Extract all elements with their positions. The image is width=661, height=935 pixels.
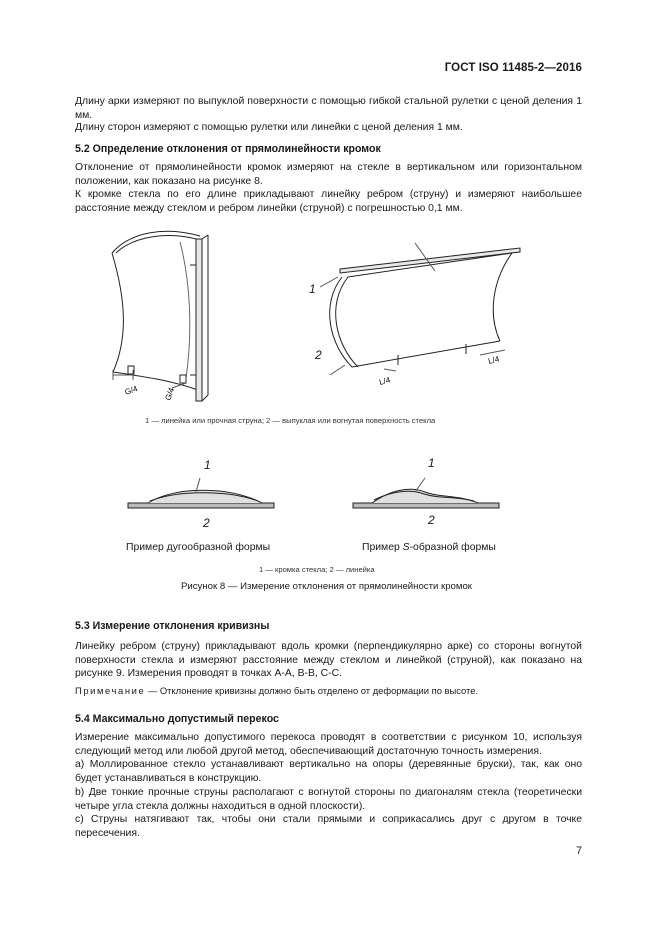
section-5-4-item-c: с) Струны натягивают так, чтобы они стали прямыми и соприкасались друг с другом в точке пересечения. bbox=[75, 814, 582, 839]
callout-1-arc: 1 bbox=[204, 458, 211, 472]
callout-1-s: 1 bbox=[428, 456, 435, 470]
left-dim-g1: G/4 bbox=[123, 384, 139, 397]
right-glass-drawing bbox=[320, 243, 520, 375]
intro-paragraph-2: Длину сторон измеряют с помощью рулетки или линейки с ценой деления 1 мм. bbox=[75, 122, 463, 133]
section-5-4-item-b: b) Две тонкие прочные струны располагают с вогнутой стороны по диагоналям стекла (теоретически четыре угла стекла должны находиться в одной плоскости). bbox=[75, 787, 582, 812]
example-s-label: Пример S-образной формы bbox=[362, 542, 496, 553]
section-5-4-title: 5.4 Максимально допустимый перекос bbox=[75, 713, 279, 725]
s-shape-example bbox=[353, 478, 499, 508]
legend-bottom: 1 — кромка стекла; 2 — линейка bbox=[259, 565, 375, 574]
figure-8-top-drawings bbox=[0, 225, 661, 425]
callout-2-s: 2 bbox=[428, 513, 435, 527]
section-5-3-note: Примечание — Отклонение кривизны должно быть отделено от деформации по высоте. bbox=[75, 685, 479, 696]
right-dim-l2: L/4 bbox=[487, 354, 501, 366]
figure-8-bottom-drawings bbox=[0, 470, 661, 520]
example-arc-label: Пример дугообразной формы bbox=[126, 542, 271, 553]
left-glass-drawing bbox=[112, 231, 208, 401]
standard-header: ГОСТ ISO 11485-2—2016 bbox=[444, 62, 582, 74]
section-5-2-paragraph-2: К кромке стекла по его длине прикладывают линейку ребром (струну) и измеряют наибольшее расстояние между стеклом и ребром линейки (струной) с погрешностью 0,1 мм. bbox=[75, 189, 582, 214]
left-dim-g2: G/4 bbox=[163, 386, 177, 402]
section-5-4-item-a: а) Моллированное стекло устанавливают вертикально на опоры (деревянные бруски), так, как оно будет устанавливаться в конструкцию. bbox=[75, 759, 582, 784]
legend-top: 1 — линейка или прочная струна; 2 — выпуклая или вогнутая поверхность стекла bbox=[145, 416, 436, 425]
arc-example bbox=[128, 478, 274, 508]
section-5-2-paragraph-1: Отклонение от прямолинейности кромок измеряют на стекле в вертикальном или горизонтальном положении, как показано на рисунке 8. bbox=[75, 162, 582, 187]
page-number: 7 bbox=[576, 845, 582, 857]
right-dim-l1: L/4 bbox=[378, 375, 392, 387]
intro-paragraph-1: Длину арки измеряют по выпуклой поверхности с помощью гибкой стальной рулетки с ценой деления 1 мм. bbox=[75, 96, 582, 121]
section-5-3-paragraph-1: Линейку ребром (струну) прикладывают вдоль кромки (перпендикулярно арке) со стороны вогнутой поверхности стекла и измеряют расстояние между стеклом и линейкой (струной), как показано на рисунке 9. Измерения проводят в точках А-А, В-В, С-С. bbox=[75, 641, 582, 679]
callout-2-arc: 2 bbox=[203, 516, 210, 530]
callout-1-top: 1 bbox=[309, 282, 316, 296]
callout-2-top: 2 bbox=[315, 348, 322, 362]
section-5-3-title: 5.3 Измерение отклонения кривизны bbox=[75, 620, 270, 632]
figure-8-caption: Рисунок 8 — Измерение отклонения от прямолинейности кромок bbox=[181, 581, 472, 592]
section-5-2-title: 5.2 Определение отклонения от прямолинейности кромок bbox=[75, 143, 381, 155]
section-5-4-paragraph-1: Измерение максимально допустимого перекоса проводят в соответствии с рисунком 10, используя следующий метод или любой другой метод, обеспечивающий достаточную точность измерения. bbox=[75, 732, 582, 757]
